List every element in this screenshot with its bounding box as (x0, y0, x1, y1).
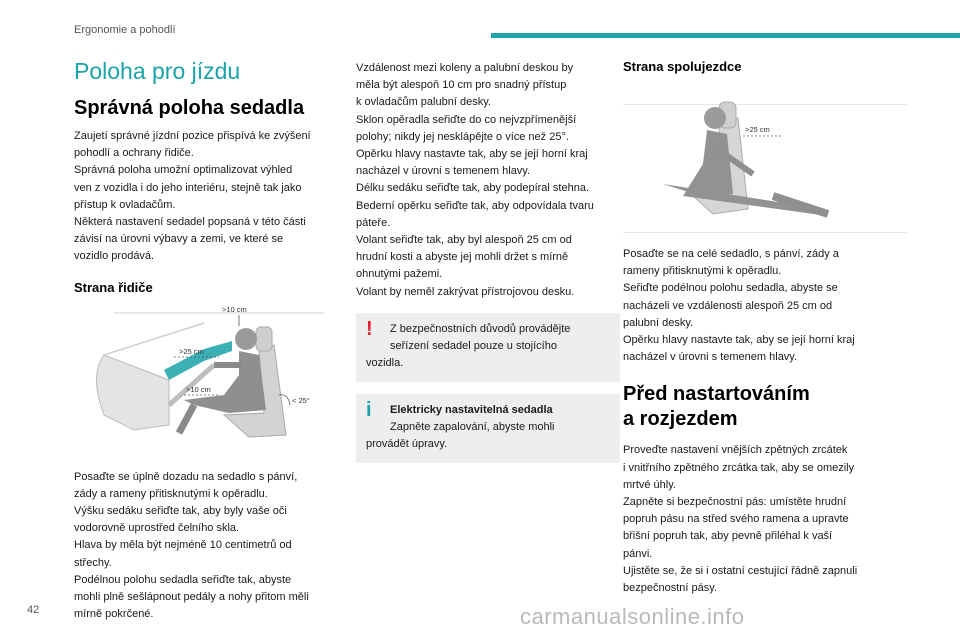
section-header: Ergonomie a pohodlí (74, 24, 176, 36)
text-line: vodorovně uprostřed čelního skla. (74, 522, 240, 535)
header-accent-bar (491, 33, 960, 38)
watermark: carmanualsonline.info (520, 604, 745, 629)
text-line: palubní desky. (623, 316, 694, 329)
text-line: zády a rameny přitisknutými k opěradlu. (74, 487, 268, 500)
text-line: Správná poloha umožní optimalizovat výhled (74, 164, 293, 177)
text-line: Z bezpečnostních důvodů provádějte (390, 322, 571, 335)
label-chest-distance: >25 cm (179, 346, 204, 356)
info-icon: i (366, 398, 372, 421)
text-line: vozidla. (366, 356, 404, 369)
text-line: polohy; nikdy jej nesklápějte o více než 25°. (356, 130, 569, 143)
text-line: nacházel v úrovni s temenem hlavy. (623, 351, 798, 364)
text-line: mrtvé úhly. (623, 478, 676, 491)
text-line: Sklon opěradla seřiďte do co nejvzpřímenější (356, 113, 577, 126)
text-line: provádět úpravy. (366, 437, 448, 450)
passenger-seat-illustration (623, 84, 907, 234)
text-line: Zapněte si bezpečnostní pás: umístěte hrudní (623, 496, 847, 509)
adjustment-paragraph (356, 60, 620, 301)
text-line: vozidlo prodává. (74, 250, 155, 263)
label-dashboard-distance: >25 cm (745, 125, 770, 134)
driver-seat-illustration (74, 305, 340, 455)
text-line: nacházeli ve vzdálenosti alespoň 25 cm od (623, 299, 833, 312)
text-line: Proveďte nastavení vnějších zpětných zrcátek (623, 444, 848, 457)
text-line: seřízení sedadel pouze u stojícího (390, 339, 557, 352)
warning-icon: ! (366, 317, 373, 340)
heading-line: Před nastartováním (623, 383, 810, 406)
text-line: Opěrku hlavy nastavte tak, aby se její horní kraj (356, 148, 588, 161)
text-line: Hlava by měla být nejméně 10 centimetrů od (74, 539, 292, 552)
section-title-seat-position: Správná poloha sedadla (74, 97, 305, 119)
text-line: střechy. (74, 556, 112, 569)
text-line: popruh pásu na střed svého ramena a upravte (623, 513, 849, 526)
text-line: mírně pokrčené. (74, 608, 154, 621)
passenger-side-paragraph (623, 246, 907, 366)
section-title-before-start (623, 382, 907, 432)
text-line: Vzdálenost mezi koleny a palubní deskou by (356, 62, 574, 74)
text-line: ven z vozidla i do jeho interiéru, stejně tak jako (74, 181, 302, 194)
column-1 (74, 56, 340, 623)
text-line: rameny přitisknutými k opěradlu. (623, 265, 782, 278)
driver-side-heading: Strana řidiče (74, 279, 153, 295)
text-line: Zapněte zapalování, abyste mohli (390, 420, 555, 433)
text-line: břišní popruh tak, aby pevně přiléhal k vaší (623, 530, 833, 543)
before-start-paragraph (623, 442, 907, 597)
driver-side-paragraph (74, 469, 340, 624)
text-line: k ovladačům palubní desky. (356, 96, 491, 109)
text-line: bezpečnostní pásy. (623, 582, 717, 595)
label-recline-angle: < 25° (292, 395, 310, 405)
page-title: Poloha pro jízdu (74, 58, 241, 84)
text-line: Posaďte se úplně dozadu na sedadlo s pánví, (74, 470, 298, 483)
text-line: Volant seřiďte tak, aby byl alespoň 25 cm od (356, 234, 572, 247)
text-line: Bederní opěrku seřiďte tak, aby odpovídala tvaru (356, 199, 594, 212)
text-line: Délku sedáku seřiďte tak, aby podepíral stehna. (356, 182, 590, 195)
text-line: přístup k ovladačům. (74, 198, 176, 211)
passenger-side-heading: Strana spolujezdce (623, 59, 742, 74)
text-line: závisí na úrovni výbavy a zemi, ve které se (74, 233, 284, 246)
text-line: Výšku sedáku seřiďte tak, aby byly vaše oči (74, 505, 287, 518)
text-line: Podélnou polohu sedadla seřiďte tak, abyste (74, 573, 292, 586)
text-line: ohnutými pažemi. (356, 268, 443, 281)
info-box (356, 394, 620, 463)
text-line: pohodlí a ochrany řidiče. (74, 147, 194, 160)
text-line: páteře. (356, 216, 391, 229)
text-line: Ujistěte se, že si i ostatní cestující řádně zapnuli (623, 564, 858, 577)
text-line: měla být alespoň 10 cm pro snadný přístup (356, 79, 567, 92)
warning-box (356, 313, 620, 382)
text-line: i vnitřního zpětného zrcátka tak, aby se omezily (623, 461, 855, 474)
text-line: hrudní kosti a abyste jej mohli držet s mírně (356, 251, 569, 264)
text-line: pánvi. (623, 547, 653, 560)
text-line: mohli plně sešlápnout pedály a nohy přitom měli (74, 591, 309, 604)
text-line: Seřiďte podélnou polohu sedadla, abyste se (623, 282, 838, 295)
label-knee-distance: >10 cm (186, 384, 211, 394)
text-line: Opěrku hlavy nastavte tak, aby se její horní kraj (623, 334, 855, 347)
text-line: Volant by neměl zakrývat přístrojovou desku. (356, 285, 575, 298)
heading-line: a rozjezdem (623, 408, 738, 431)
intro-paragraph (74, 128, 340, 266)
text-line: Některá nastavení sedadel popsaná v této části (74, 216, 306, 229)
column-2 (356, 60, 620, 463)
text-line: Posaďte se na celé sedadlo, s pánví, zády a (623, 248, 839, 260)
text-line: Zaujetí správné jízdní pozice přispívá ke zvýšení (74, 130, 311, 142)
info-title: Elektricky nastavitelná sedadla (390, 403, 553, 416)
page-number: 42 (27, 604, 40, 616)
text-line: nacházel v úrovni s temenem hlavy. (356, 165, 531, 178)
label-head-clearance: >10 cm (222, 304, 247, 314)
column-3 (623, 56, 907, 597)
